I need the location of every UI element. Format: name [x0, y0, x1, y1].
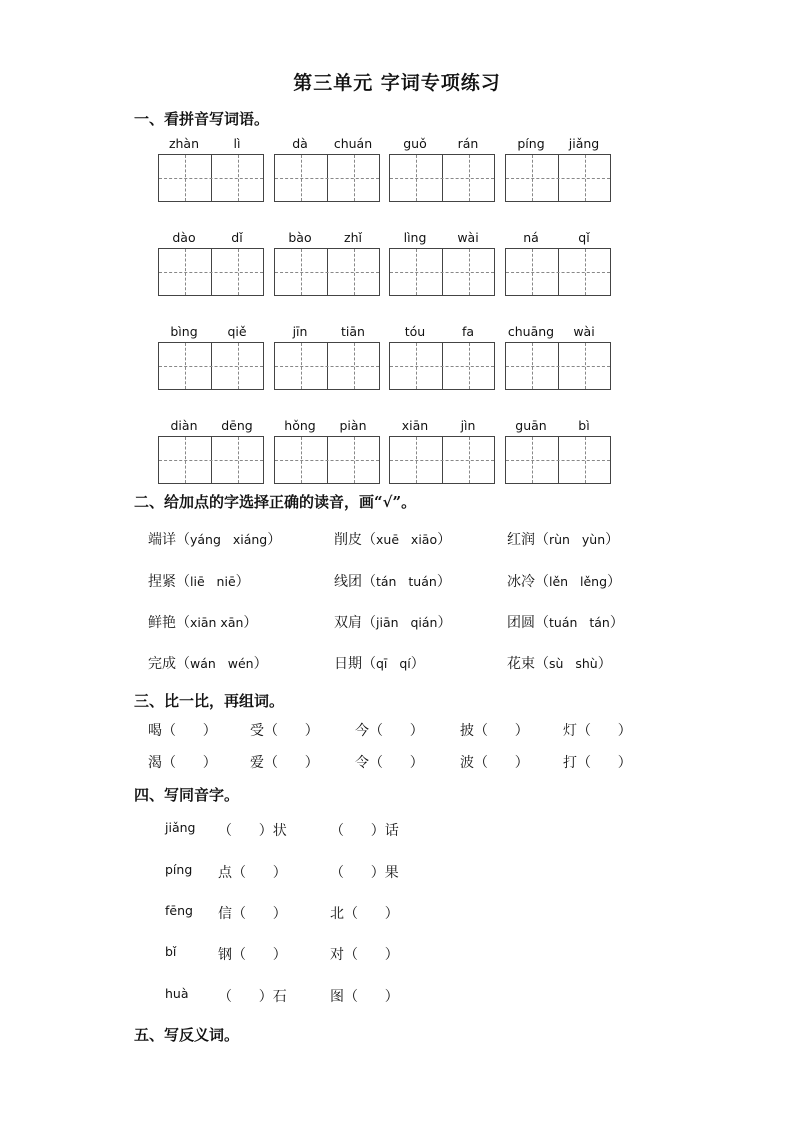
paren-open: （ [176, 615, 190, 631]
section5-heading: 五、写反义词。 [134, 1026, 240, 1044]
writing-cell-pair[interactable] [274, 248, 380, 296]
answer-blank[interactable]: （ ） [369, 723, 424, 739]
pronunciation-item[interactable] [507, 571, 621, 591]
homophone-blank-a[interactable]: 钢（ ） [218, 947, 287, 963]
pinyin-label: diàn [170, 418, 198, 433]
word: 线团 [334, 574, 362, 590]
character: 灯 [563, 723, 577, 739]
answer-blank[interactable]: （ ） [264, 723, 319, 739]
paren-close: ） [437, 615, 452, 631]
pinyin-options: jiān qián [376, 615, 438, 630]
word: 鲜艳 [148, 615, 176, 631]
writing-cell-pair[interactable] [158, 248, 264, 296]
paren-close: ） [436, 574, 451, 590]
character: 令 [355, 755, 369, 771]
homophone-blank-a[interactable]: （ ）石 [218, 989, 287, 1005]
paren-open: （ [535, 574, 549, 590]
char-fill-item[interactable] [148, 720, 217, 740]
pinyin-label: qǐ [578, 230, 590, 245]
answer-blank[interactable]: （ ） [577, 723, 632, 739]
character: 披 [460, 723, 474, 739]
paren-open: （ [535, 656, 549, 672]
homophone-pinyin [165, 820, 195, 836]
paren-open: （ [362, 574, 376, 590]
word: 双肩 [334, 615, 362, 631]
writing-cell-pair[interactable] [158, 154, 264, 202]
pinyin-options: tuán tán [549, 615, 610, 630]
char-fill-item[interactable] [460, 752, 529, 772]
pinyin-options: qī qí [376, 656, 411, 671]
pinyin-label: jiǎng [165, 820, 196, 835]
homophone-pinyin [165, 862, 192, 878]
pinyin-options: yáng xiáng [190, 532, 268, 547]
char-fill-item[interactable] [355, 720, 424, 740]
pronunciation-item[interactable] [148, 612, 257, 632]
pinyin-options: tán tuán [376, 574, 437, 589]
section3-heading: 三、比一比，再组词。 [134, 692, 285, 710]
pinyin-label: jīn [292, 324, 308, 339]
word: 端详 [148, 532, 176, 548]
paren-open: （ [176, 574, 190, 590]
char-fill-item[interactable] [250, 752, 319, 772]
pinyin-label: guǒ [403, 136, 427, 151]
homophone-blank-b[interactable]: （ ）话 [330, 823, 399, 839]
word: 团圆 [507, 615, 535, 631]
pinyin-options: wán wén [190, 656, 254, 671]
pinyin-label: fēng [165, 903, 193, 918]
pinyin-label: guān [515, 418, 547, 433]
char-fill-item[interactable] [148, 752, 217, 772]
character: 今 [355, 723, 369, 739]
paren-close: ） [597, 656, 612, 672]
paren-open: （ [535, 615, 549, 631]
pinyin-label: tóu [404, 324, 426, 339]
paren-close: ） [605, 532, 620, 548]
homophone-blank-b[interactable]: 对（ ） [330, 947, 399, 963]
pinyin-label: wài [457, 230, 479, 245]
pinyin-label: bǐ [165, 944, 177, 959]
homophone-blank-a[interactable]: 点（ ） [218, 865, 287, 881]
answer-blank[interactable]: （ ） [474, 755, 529, 771]
pinyin-label: lìng [403, 230, 427, 245]
pinyin-label: bào [288, 230, 312, 245]
paren-open: （ [362, 656, 376, 672]
char-fill-item[interactable] [355, 752, 424, 772]
pinyin-options: rùn yùn [549, 532, 606, 547]
pinyin-label: dēng [221, 418, 253, 433]
character: 爱 [250, 755, 264, 771]
paren-close: ） [410, 656, 425, 672]
pronunciation-item[interactable] [334, 529, 451, 549]
writing-cell-pair[interactable] [389, 154, 495, 202]
pinyin-options: xuē xiāo [376, 532, 438, 547]
pinyin-options: sù shù [549, 656, 598, 671]
pinyin-label: fa [461, 324, 475, 339]
writing-cell-pair[interactable] [505, 436, 611, 484]
pronunciation-item[interactable] [334, 612, 451, 632]
pinyin-label: rán [457, 136, 479, 151]
word: 红润 [507, 532, 535, 548]
writing-cell-pair[interactable] [389, 248, 495, 296]
writing-cell-pair[interactable] [274, 154, 380, 202]
pinyin-label: jìn [460, 418, 476, 433]
homophone-pinyin [165, 903, 193, 919]
pinyin-label: zhàn [168, 136, 200, 151]
word: 捏紧 [148, 574, 176, 590]
writing-cell-pair[interactable] [274, 342, 380, 390]
answer-blank[interactable]: （ ） [162, 755, 217, 771]
paren-open: （ [176, 656, 190, 672]
character: 波 [460, 755, 474, 771]
char-fill-item[interactable] [460, 720, 529, 740]
pinyin-label: dào [172, 230, 196, 245]
pinyin-label: wài [573, 324, 595, 339]
writing-cell-pair[interactable] [505, 154, 611, 202]
answer-blank[interactable]: （ ） [474, 723, 529, 739]
writing-cell-pair[interactable] [505, 248, 611, 296]
pinyin-label: huà [165, 986, 189, 1001]
answer-blank[interactable]: （ ） [577, 755, 632, 771]
pinyin-label: tiān [341, 324, 365, 339]
paren-close: ） [607, 574, 622, 590]
pinyin-label: píng [165, 862, 193, 877]
paren-close: ） [253, 656, 268, 672]
homophone-pinyin [165, 986, 189, 1002]
pronunciation-item[interactable] [507, 653, 612, 673]
writing-cell-pair[interactable] [505, 342, 611, 390]
pronunciation-item[interactable] [507, 612, 624, 632]
writing-cell-pair[interactable] [158, 436, 264, 484]
homophone-blank-a[interactable]: 信（ ） [218, 906, 287, 922]
pinyin-label: qiě [227, 324, 247, 339]
character: 喝 [148, 723, 162, 739]
paren-open: （ [362, 532, 376, 548]
pinyin-label: bì [578, 418, 590, 433]
writing-cell-pair[interactable] [389, 342, 495, 390]
paren-open: （ [535, 532, 549, 548]
writing-cell-pair[interactable] [389, 436, 495, 484]
paren-close: ） [243, 615, 258, 631]
word: 完成 [148, 656, 176, 672]
homophone-blank-b[interactable]: 图（ ） [330, 989, 399, 1005]
char-fill-item[interactable] [563, 720, 632, 740]
pinyin-label: dà [292, 136, 308, 151]
character: 渴 [148, 755, 162, 771]
writing-cell-pair[interactable] [274, 436, 380, 484]
pronunciation-item[interactable] [334, 653, 425, 673]
pinyin-label: chuán [333, 136, 373, 151]
homophone-blank-b[interactable]: （ ）果 [330, 865, 399, 881]
page-title: 第三单元 字词专项练习 [293, 72, 501, 94]
pinyin-options: liē niē [190, 574, 236, 589]
char-fill-item[interactable] [563, 752, 632, 772]
section1-heading: 一、看拼音写词语。 [134, 110, 270, 128]
pinyin-label: xiān [401, 418, 429, 433]
paren-close: ） [437, 532, 452, 548]
char-fill-item[interactable] [250, 720, 319, 740]
word: 削皮 [334, 532, 362, 548]
pinyin-label: lì [233, 136, 241, 151]
section4-heading: 四、写同音字。 [134, 786, 240, 804]
pronunciation-item[interactable] [148, 529, 281, 549]
paren-open: （ [362, 615, 376, 631]
character: 打 [563, 755, 577, 771]
word: 冰冷 [507, 574, 535, 590]
pronunciation-item[interactable] [334, 571, 451, 591]
answer-blank[interactable]: （ ） [264, 755, 319, 771]
pinyin-label: ná [523, 230, 539, 245]
word: 日期 [334, 656, 362, 672]
pinyin-options: xiān xān [190, 615, 244, 630]
writing-cell-pair[interactable] [158, 342, 264, 390]
pinyin-label: dǐ [231, 230, 243, 245]
paren-open: （ [176, 532, 190, 548]
pinyin-label: chuāng [507, 324, 555, 339]
pronunciation-item[interactable] [148, 653, 268, 673]
paren-close: ） [235, 574, 250, 590]
word: 花束 [507, 656, 535, 672]
pronunciation-item[interactable] [148, 571, 250, 591]
pinyin-label: bìng [170, 324, 198, 339]
pinyin-label: píng [517, 136, 545, 151]
pinyin-label: hǒng [284, 418, 316, 433]
homophone-blank-a[interactable]: （ ）状 [218, 823, 287, 839]
answer-blank[interactable]: （ ） [369, 755, 424, 771]
pinyin-label: zhǐ [344, 230, 362, 245]
homophone-pinyin [165, 944, 176, 960]
section2-heading: 二、给加点的字选择正确的读音，画“√”。 [134, 493, 417, 511]
pinyin-options: lěn lěng [549, 574, 608, 589]
paren-close: ） [609, 615, 624, 631]
pinyin-label: piàn [339, 418, 367, 433]
homophone-blank-b[interactable]: 北（ ） [330, 906, 399, 922]
paren-close: ） [267, 532, 282, 548]
pronunciation-item[interactable] [507, 529, 619, 549]
pinyin-label: jiǎng [568, 136, 600, 151]
character: 受 [250, 723, 264, 739]
answer-blank[interactable]: （ ） [162, 723, 217, 739]
